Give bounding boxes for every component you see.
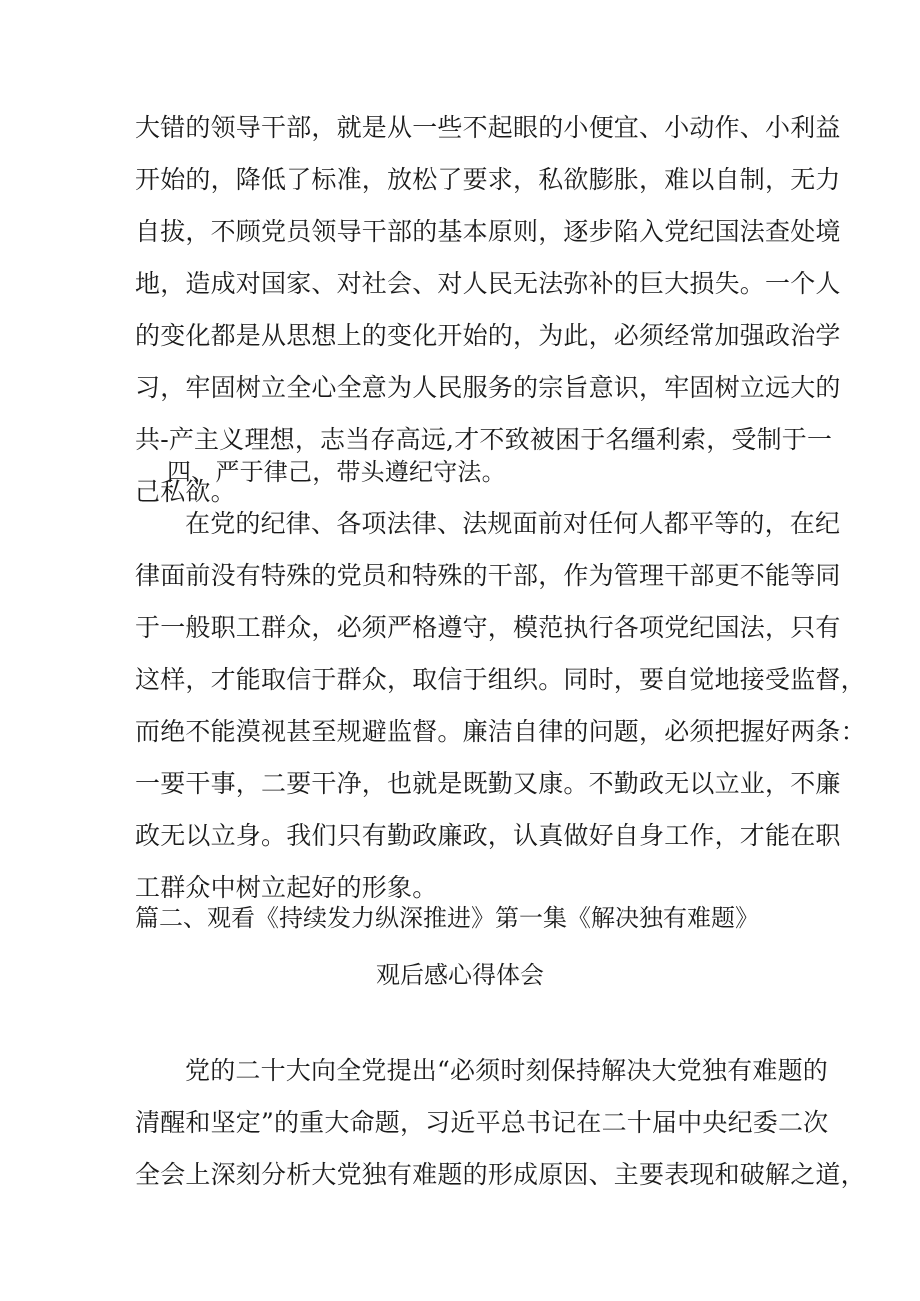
text-line: 一要干事，二要干净，也就是既勤又康。不勤政无以立业，不廉 [135, 769, 841, 798]
section-heading: 四、严于律己，带头遵纪守法。 [167, 458, 506, 486]
text-line: 而绝不能漠视甚至规避监督。廉洁自律的问题，必须把握好两条： [135, 717, 866, 746]
text-line: 党的二十大向全党提出“必须时刻保持解决大党独有难题的 [185, 1056, 828, 1085]
text-line: 共-产主义理想，志当存高远,才不致被困于名缰利索，受制于一 [135, 425, 833, 454]
article-subtitle: 观后感心得体会 [376, 961, 544, 989]
text-line: 己私欲。 [135, 477, 236, 506]
text-line: 在党的纪律、各项法律、法规面前对任何人都平等的，在纪 [185, 509, 841, 538]
text-line: 开始的，降低了标准，放松了要求，私欲膨胀，难以自制，无力 [135, 165, 841, 194]
article-paragraph [135, 1045, 866, 1201]
text-line: 自拔，不顾党员领导干部的基本原则，逐步陷入党纪国法查处境 [135, 217, 841, 246]
text-line: 律面前没有特殊的党员和特殊的干部，作为管理干部更不能等同 [135, 561, 841, 590]
text-line: 清醒和坚定”的重大命题，习近平总书记在二十届中央纪委二次 [135, 1108, 829, 1137]
text-line: 工群众中树立起好的形象。 [135, 873, 438, 902]
text-line: 习，牢固树立全心全意为人民服务的宗旨意识，牢固树立远大的 [135, 373, 841, 402]
text-line: 于一般职工群众，必须严格遵守，模范执行各项党纪国法，只有 [135, 613, 841, 642]
section-four [135, 446, 866, 914]
text-line: 政无以立身。我们只有勤政廉政，认真做好自身工作，才能在职 [135, 821, 841, 850]
text-line: 的变化都是从思想上的变化开始的，为此，必须经常加强政治学 [135, 321, 841, 350]
text-line: 大错的领导干部，就是从一些不起眼的小便宜、小动作、小利益 [135, 113, 841, 142]
text-line: 这样，才能取信于群众，取信于组织。同时，要自觉地接受监督， [135, 665, 866, 694]
text-line: 地，造成对国家、对社会、对人民无法弥补的巨大损失。一个人 [135, 269, 841, 298]
article-title: 篇二、观看《持续发力纵深推进》第一集《解决独有难题》 [135, 904, 759, 932]
text-line: 全会上深刻分析大党独有难题的形成原因、主要表现和破解之道， [135, 1160, 866, 1189]
